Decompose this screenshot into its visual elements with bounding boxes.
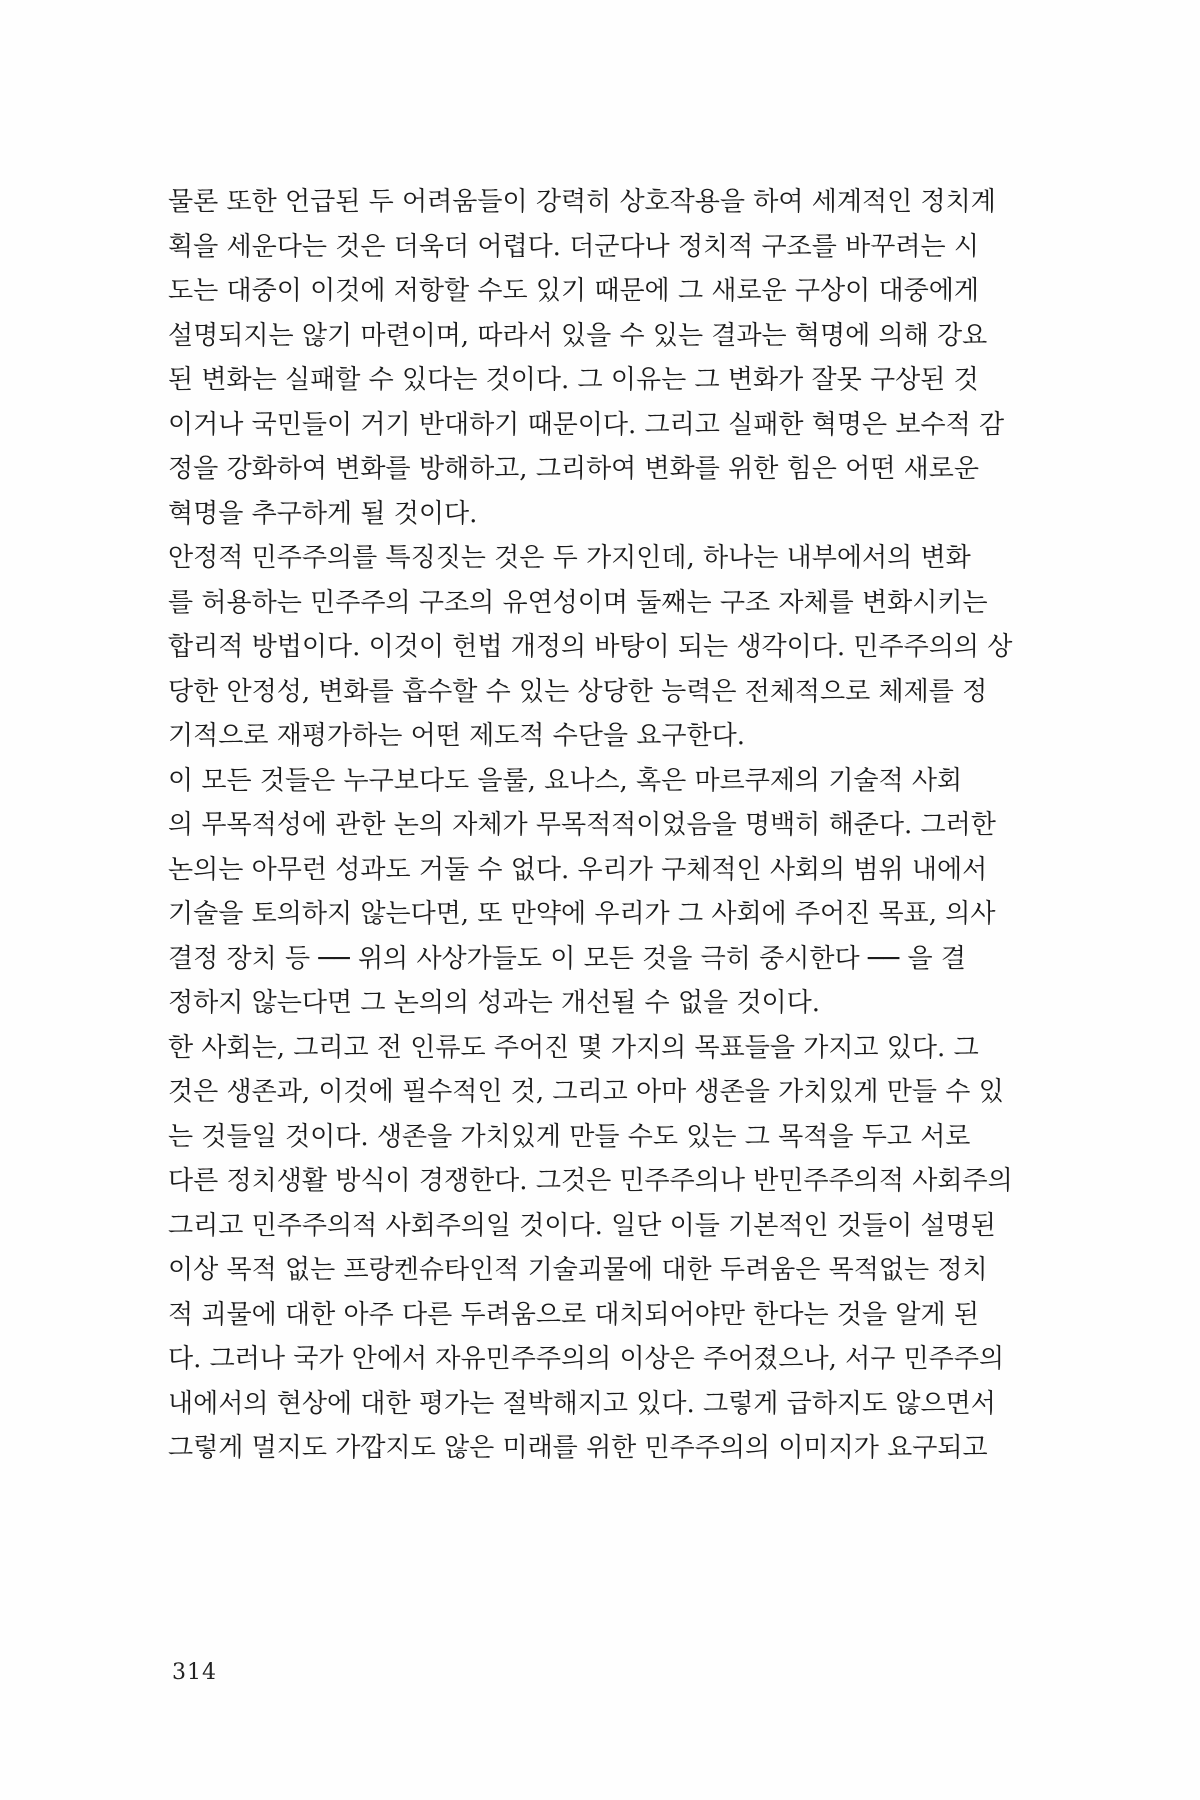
text-line: 정을 강화하여 변화를 방해하고, 그리하여 변화를 위한 힘은 어떤 새로운 — [168, 454, 980, 484]
text-line: 합리적 방법이다. 이것이 헌법 개정의 바탕이 되는 생각이다. 민주주의의 상 — [168, 632, 1013, 662]
text-line: 안정적 민주주의를 특징짓는 것은 두 가지인데, 하나는 내부에서의 변화 — [168, 543, 971, 573]
text-line: 된 변화는 실패할 수 있다는 것이다. 그 이유는 그 변화가 잘못 구상된 것 — [168, 365, 979, 395]
text-line: 이상 목적 없는 프랑켄슈타인적 기술괴물에 대한 두려움은 목적없는 정치 — [168, 1255, 988, 1285]
text-line: 내에서의 현상에 대한 평가는 절박해지고 있다. 그렇게 급하지도 않으면서 — [168, 1388, 996, 1419]
body-text — [168, 180, 1033, 1471]
text-line: 정하지 않는다면 그 논의의 성과는 개선될 수 없을 것이다. — [168, 988, 821, 1018]
text-line: 는 것들일 것이다. 생존을 가치있게 만들 수도 있는 그 목적을 두고 서로 — [168, 1121, 971, 1152]
text-line: 도는 대중이 이것에 저항할 수도 있기 때문에 그 새로운 구상이 대중에게 — [168, 276, 980, 306]
text-line: 다른 정치생활 방식이 경쟁한다. 그것은 민주주의나 반민주주의적 사회주의 — [168, 1166, 1013, 1196]
text-line: 한 사회는, 그리고 전 인류도 주어진 몇 가지의 목표들을 가지고 있다. 그 — [168, 1032, 979, 1063]
text-line: 그리고 민주주의적 사회주의일 것이다. 일단 이들 기본적인 것들이 설명된 — [168, 1210, 996, 1241]
text-line: 기적으로 재평가하는 어떤 제도적 수단을 요구한다. — [168, 721, 746, 751]
text-line: 물론 또한 언급된 두 어려움들이 강력히 상호작용을 하여 세계적인 정치계 — [168, 187, 996, 217]
text-line: 를 허용하는 민주주의 구조의 유연성이며 둘째는 구조 자체를 변화시키는 — [168, 587, 988, 618]
text-line: 기술을 토의하지 않는다면, 또 만약에 우리가 그 사회에 주어진 목표, 의사 — [168, 899, 996, 929]
text-line: 혁명을 추구하게 될 것이다. — [168, 498, 478, 529]
page-number: 314 — [172, 1660, 217, 1685]
text-line: 이거나 국민들이 거기 반대하기 때문이다. 그리고 실패한 혁명은 보수적 감 — [168, 409, 1005, 440]
text-line: 다. 그러나 국가 안에서 자유민주주의의 이상은 주어졌으나, 서구 민주주의 — [168, 1344, 1005, 1374]
text-line: 그렇게 멀지도 가깝지도 않은 미래를 위한 민주주의의 이미지가 요구되고 — [168, 1433, 988, 1463]
text-line: 의 무목적성에 관한 논의 자체가 무목적적이었음을 명백히 해준다. 그러한 — [168, 810, 996, 840]
text-line: 논의는 아무런 성과도 거둘 수 없다. 우리가 구체적인 사회의 범위 내에서 — [168, 854, 988, 885]
text-line: 결정 장치 등 ── 위의 사상가들도 이 모든 것을 극히 중시한다 ── 을 결 — [168, 943, 966, 974]
text-line: 획을 세운다는 것은 더욱더 어렵다. 더군다나 정치적 구조를 바꾸려는 시 — [168, 231, 980, 262]
text-line: 당한 안정성, 변화를 흡수할 수 있는 상당한 능력은 전체적으로 체제를 정 — [168, 676, 988, 707]
text-line: 적 괴물에 대한 아주 다른 두려움으로 대치되어야만 한다는 것을 알게 된 — [168, 1299, 980, 1330]
text-line: 것은 생존과, 이것에 필수적인 것, 그리고 아마 생존을 가치있게 만들 수 있 — [168, 1077, 1004, 1107]
text-line: 설명되지는 않기 마련이며, 따라서 있을 수 있는 결과는 혁명에 의해 강요 — [168, 320, 988, 351]
text-line: 이 모든 것들은 누구보다도 을룰, 요나스, 혹은 마르쿠제의 기술적 사회 — [168, 765, 963, 796]
